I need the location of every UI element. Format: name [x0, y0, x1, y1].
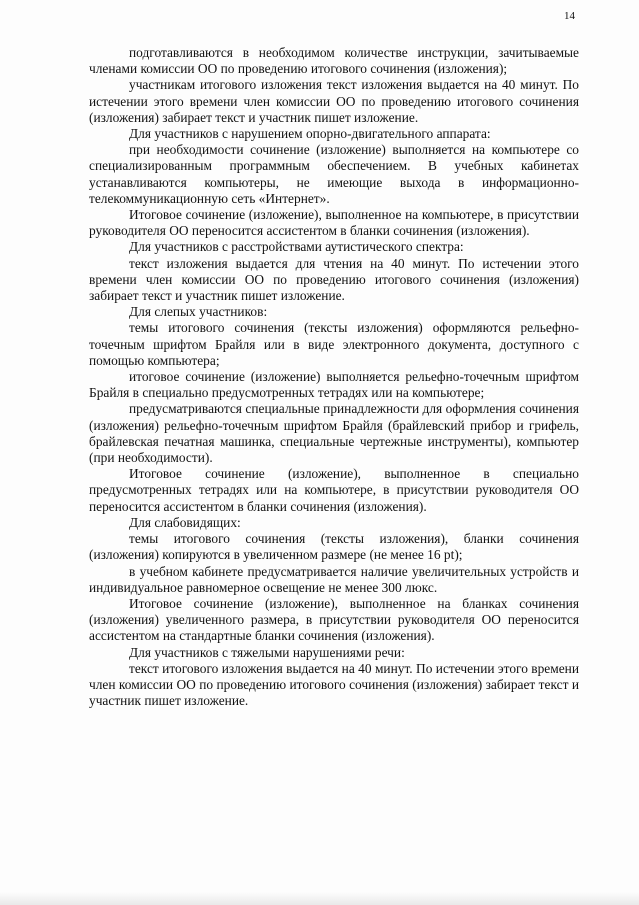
paragraph: темы итогового сочинения (тексты изложения) оформляются рельефно-точечным шрифтом Брайля или в виде электронного документа, доступного с помощью компьютера;: [89, 320, 579, 368]
paragraph: Итоговое сочинение (изложение), выполненное в специально предусмотренных тетрадях или на компьютере, в присутствии руководителя ОО переносится ассистентом в бланки сочинения (изложения).: [89, 466, 579, 514]
paragraph: темы итогового сочинения (тексты изложения), бланки сочинения (изложения) копируются в увеличенном размере (не менее 16 pt);: [89, 531, 579, 563]
paragraph: подготавливаются в необходимом количестве инструкции, зачитываемые членами комиссии ОО по проведению итогового сочинения (изложения);: [89, 45, 579, 77]
paragraph: участникам итогового изложения текст изложения выдается на 40 минут. По истечении этого времени член комиссии ОО по проведению итогового сочинения (изложения) забирает текст и участник пишет изложение.: [89, 77, 579, 125]
paragraph-heading: Для участников с расстройствами аутистического спектра:: [129, 239, 464, 255]
paragraph: текст изложения выдается для чтения на 40 минут. По истечении этого времени член комиссии ОО по проведению итогового сочинения (изложения) забирает текст и участник пишет изложение.: [89, 255, 579, 304]
paragraph: предусматриваются специальные принадлежности для оформления сочинения (изложения) рельефно-точечным шрифтом Брайля (брайлевский прибор и грифель, брайлевская печатная машинка, специальные чертежные инструменты), компьютер (при необходимости).: [89, 401, 579, 466]
scan-bottom-edge: [0, 892, 639, 905]
page-number: 14: [564, 10, 575, 22]
paragraph: в учебном кабинете предусматривается наличие увеличительных устройств и индивидуальное равномерное освещение не менее 300 люкс.: [89, 563, 579, 595]
paragraph-heading: Для слепых участников:: [129, 304, 268, 320]
paragraph: Итоговое сочинение (изложение), выполненное на бланках сочинения (изложения) увеличенного размера, в присутствии руководителя ОО переносится ассистентом на стандартные бланки сочинения (изложения).: [89, 595, 579, 644]
paragraph: итоговое сочинение (изложение) выполняется рельефно-точечным шрифтом Брайля в специально предусмотренных тетрадях или на компьютере;: [89, 369, 579, 401]
paragraph-heading: Для участников с нарушением опорно-двигательного аппарата:: [129, 126, 491, 142]
paragraph: Итоговое сочинение (изложение), выполненное на компьютере, в присутствии руководителя ОО переносится ассистентом в бланки сочинения (изложения).: [89, 207, 579, 239]
paragraph-heading: Для слабовидящих:: [129, 514, 241, 530]
paragraph: текст итогового изложения выдается на 40 минут. По истечении этого времени член комиссии ОО по проведению итогового сочинения (изложения) забирает текст и участник пишет изложение.: [89, 660, 579, 709]
paragraph: при необходимости сочинение (изложение) выполняется на компьютере со специализированным программным обеспечением. В учебных кабинетах устанавливаются компьютеры, не имеющие выхода в информационно-телекоммуникационную сеть «Интернет».: [89, 142, 579, 206]
paragraph-heading: Для участников с тяжелыми нарушениями речи:: [129, 644, 405, 660]
document-body: [89, 45, 579, 709]
